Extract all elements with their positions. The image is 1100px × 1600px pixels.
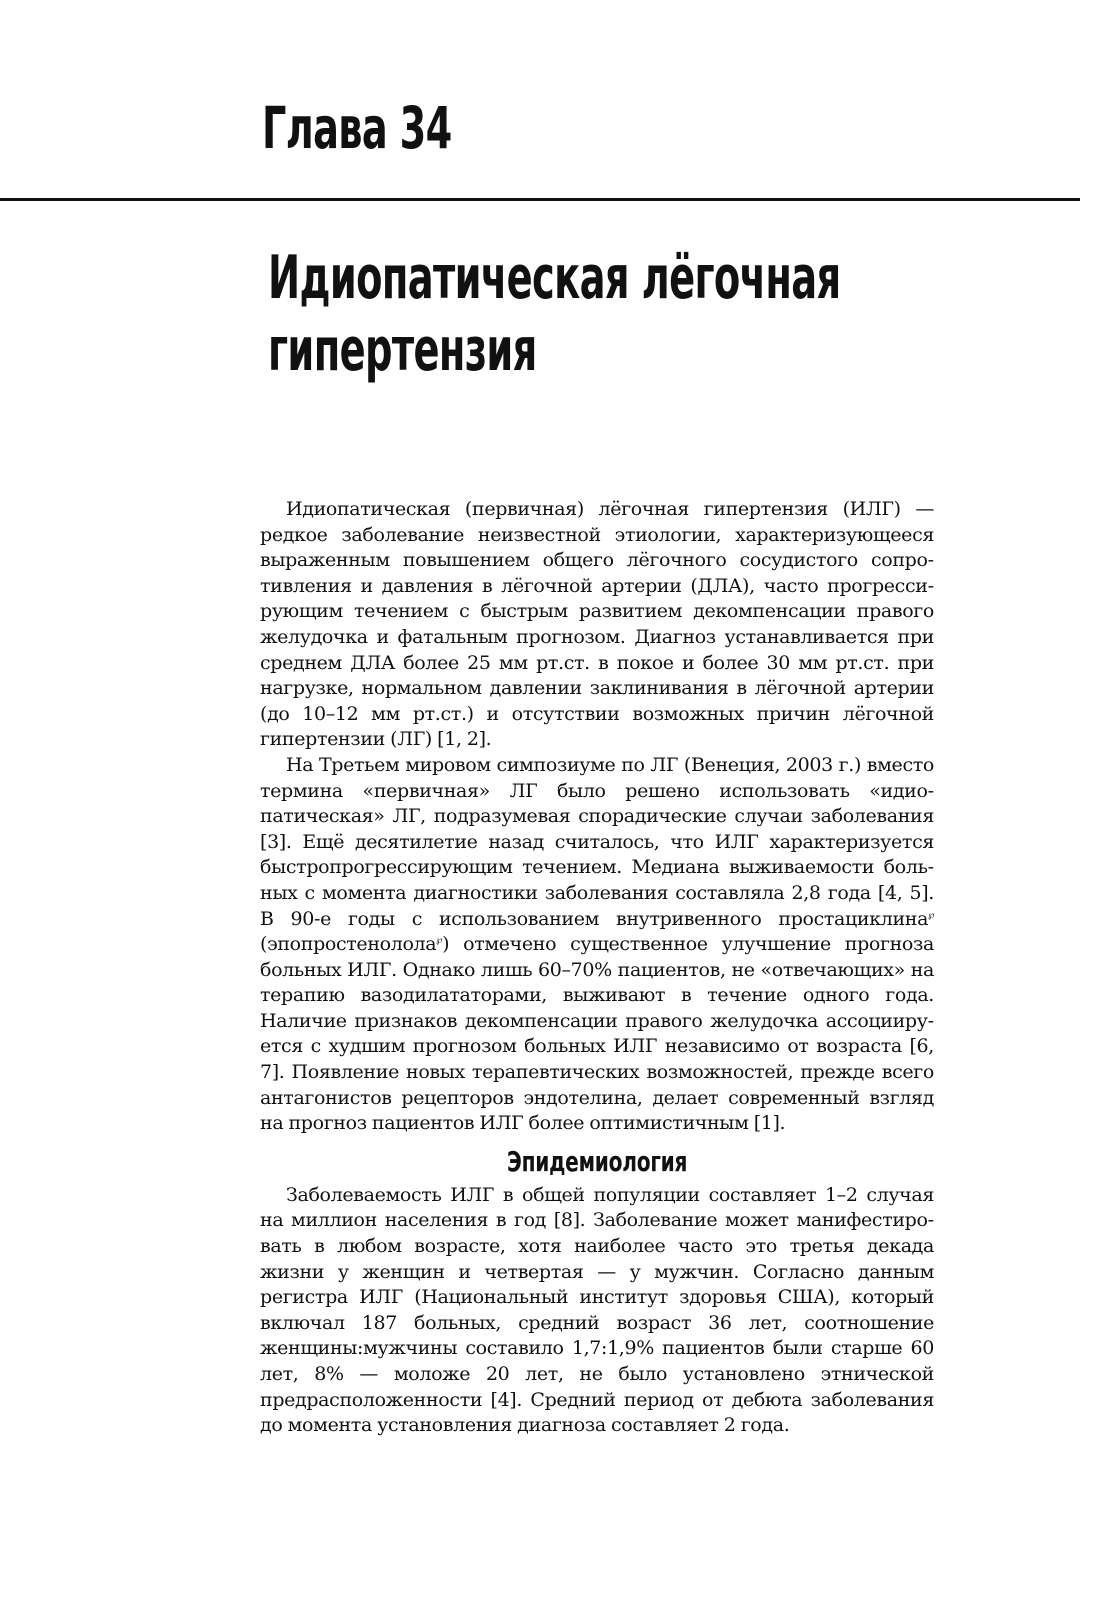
- epidemiology-paragraph-1: Заболеваемость ИЛГ в общей популяции составляет 1–2 случая на миллион населения в год [8]. Заболевание может манифестировать в любом возрасте, хотя наиболее часто это третья декада жизни у женщин и четвертая — у мужчин. Согласно данным регистра ИЛГ (Национальный институт здоровья США), который включал 187 больных, средний возраст 36 лет, соотношение женщины:мужчины составило 1,7:1,9% пациентов были старше 60 лет, 8% — моложе 20 лет, не было установлено этнической предрасположенности [4]. Средний период от дебюта заболевания до момента установления диагноза составляет 2 года.: [260, 1183, 934, 1437]
- section-heading-epidemiology: [260, 1145, 934, 1179]
- chapter-title-line-1: Идиопатическая лёгочная: [268, 243, 841, 313]
- intro-paragraph-1: Идиопатическая (первичная) лёгочная гипертензия (ИЛГ) — редкое заболевание неизвестной этиологии, характеризующееся выраженным повышением общего лёгочного сосудистого сопротивления и давления в лёгочной артерии (ДЛА), часто прогрессирующим течением с быстрым развитием декомпенсации правого желудочка и фатальным прогнозом. Диагноз устанавливается при среднем ДЛА более 25 мм рт.ст. в покое и более 30 мм рт.ст. при нагрузке, нормальном давлении заклинивания в лёгочной артерии (до 10–12 мм рт.ст.) и отсутствии возможных причин лёгочной гипертензии (ЛГ) [1, 2].: [260, 498, 934, 751]
- intro-paragraph-2: [260, 753, 934, 1137]
- intro-paragraph-2-part-3: ) отмечено существенное улучшение прогноза больных ИЛГ. Однако лишь 60–70% пациентов, не «отвечающих» на терапию вазодилататорами, выживают в течение одного года. Наличие признаков декомпенсации правого желудочка ассоциируется с худшим прогнозом больных ИЛГ независимо от возраста [6, 7]. Появление новых терапевтических возможностей, прежде всего антагонистов рецепторов эндотелина, делает современный взгляд на прогноз пациентов ИЛГ более оптимистичным [1].: [260, 933, 934, 1135]
- intro-paragraph-2-part-1: На Третьем мировом симпозиуме по ЛГ (Венеция, 2003 г.) вместо термина «первичная» ЛГ было решено использовать «идиопатическая» ЛГ, подразумевая спорадические случаи заболевания [3]. Ещё десятилетие назад считалось, что ИЛГ характеризуется быстропрогрессирующим течением. Медиана выживаемости больных с момента диагностики заболевания составляла 2,8 года [4, 5]. В 90-е годы с использованием внутривенного простациклина: [260, 753, 934, 930]
- chapter-title: [268, 242, 841, 386]
- section-heading-epidemiology-text: Эпидемиология: [506, 1144, 688, 1178]
- chapter-title-line-2: гипертензия: [268, 315, 537, 385]
- intro-paragraph-2-part-2: (эпопростенолола: [260, 933, 437, 956]
- chapter-body: [260, 497, 934, 1439]
- drug-mark-icon: ℘: [928, 910, 934, 921]
- chapter-divider: [0, 198, 1080, 201]
- chapter-label: Глава 34: [262, 94, 452, 162]
- drug-mark-icon: ℘: [436, 935, 443, 946]
